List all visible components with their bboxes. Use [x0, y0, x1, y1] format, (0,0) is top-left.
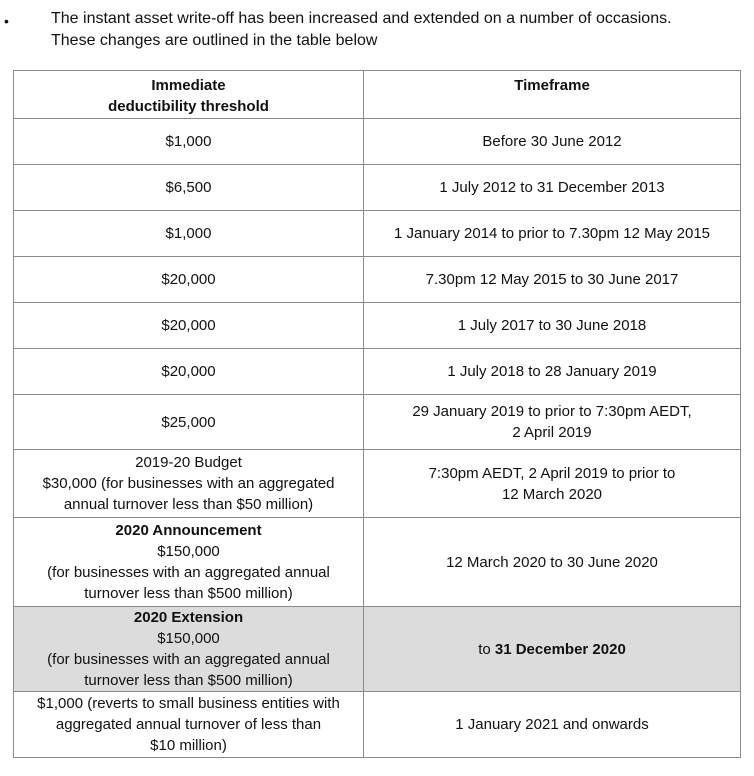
table-row: [14, 257, 741, 303]
timeframe-cell: Before 30 June 2012: [364, 119, 741, 165]
timeframe-cell: 12 March 2020 to 30 June 2020: [364, 518, 741, 607]
threshold-cell: $20,000: [14, 257, 364, 303]
threshold-cell: $1,000: [14, 211, 364, 257]
threshold-cell: $20,000: [14, 303, 364, 349]
timeframe-line-1: 7:30pm AEDT, 2 April 2019 to prior to: [428, 464, 676, 482]
timeframe-cell: [364, 450, 741, 518]
threshold-line-2: $150,000: [157, 543, 220, 560]
bullet-marker: •: [4, 13, 9, 29]
threshold-line-3: $10 million): [150, 737, 227, 754]
threshold-title: 2020 Announcement: [115, 522, 262, 539]
timeframe-cell: 1 July 2018 to 28 January 2019: [364, 349, 741, 395]
timeframe-cell: 7.30pm 12 May 2015 to 30 June 2017: [364, 257, 741, 303]
timeframe-line-2: 12 March 2020: [501, 485, 603, 503]
threshold-line-3: (for businesses with an aggregated annual: [47, 564, 330, 581]
timeframe-cell: [364, 395, 741, 450]
table-row: [14, 211, 741, 257]
table-row: [14, 119, 741, 165]
timeframe-cell: 1 July 2012 to 31 December 2013: [364, 165, 741, 211]
table-row: [14, 303, 741, 349]
timeframe-cell: 1 January 2021 and onwards: [364, 692, 741, 758]
header-threshold: [14, 71, 364, 119]
threshold-line-4: turnover less than $500 million): [84, 672, 293, 689]
header-threshold-line-1: Immediate: [151, 77, 226, 94]
table-row: [14, 395, 741, 450]
threshold-cell: [14, 692, 364, 758]
threshold-cell: [14, 607, 364, 692]
threshold-cell: $25,000: [14, 395, 364, 450]
threshold-line-3: annual turnover less than $50 million): [63, 496, 314, 513]
threshold-line-1: $1,000 (reverts to small business entities with: [37, 695, 340, 712]
header-threshold-line-2: deductibility threshold: [108, 98, 269, 115]
threshold-cell: $6,500: [14, 165, 364, 211]
table-row: [14, 518, 741, 607]
threshold-line-4: turnover less than $500 million): [84, 585, 293, 602]
table-row: [14, 692, 741, 758]
table-row: [14, 165, 741, 211]
timeframe-cell: 1 January 2014 to prior to 7.30pm 12 May 2015: [364, 211, 741, 257]
timeframe-line-2: 2 April 2019: [512, 424, 592, 441]
threshold-line-1: 2019-20 Budget: [135, 454, 242, 471]
threshold-line-2: aggregated annual turnover of less than: [55, 716, 322, 733]
timeframe-prefix: to: [478, 640, 495, 658]
timeframe-cell: 1 July 2017 to 30 June 2018: [364, 303, 741, 349]
header-timeframe: Timeframe: [364, 71, 741, 119]
timeframe-line-1: 29 January 2019 to prior to 7:30pm AEDT,: [412, 403, 692, 420]
intro-text: [51, 8, 751, 52]
threshold-cell: $20,000: [14, 349, 364, 395]
threshold-title: 2020 Extension: [133, 609, 244, 626]
threshold-line-2: $150,000: [157, 630, 220, 647]
threshold-line-3: (for businesses with an aggregated annual: [47, 651, 330, 668]
threshold-cell: [14, 518, 364, 607]
intro-line-1: The instant asset write-off has been increased and extended on a number of occasions.: [51, 10, 672, 27]
threshold-line-2: $30,000 (for businesses with an aggregated: [42, 475, 335, 492]
table-row-highlighted: [14, 607, 741, 692]
table-header-row: [14, 71, 741, 119]
threshold-cell: $1,000: [14, 119, 364, 165]
write-off-threshold-table: [13, 70, 741, 758]
timeframe-end-date: 31 December 2020: [494, 640, 626, 658]
intro-line-2: These changes are outlined in the table below: [51, 32, 378, 49]
timeframe-cell: [364, 607, 741, 692]
threshold-cell: [14, 450, 364, 518]
table-row: [14, 450, 741, 518]
table-row: [14, 349, 741, 395]
